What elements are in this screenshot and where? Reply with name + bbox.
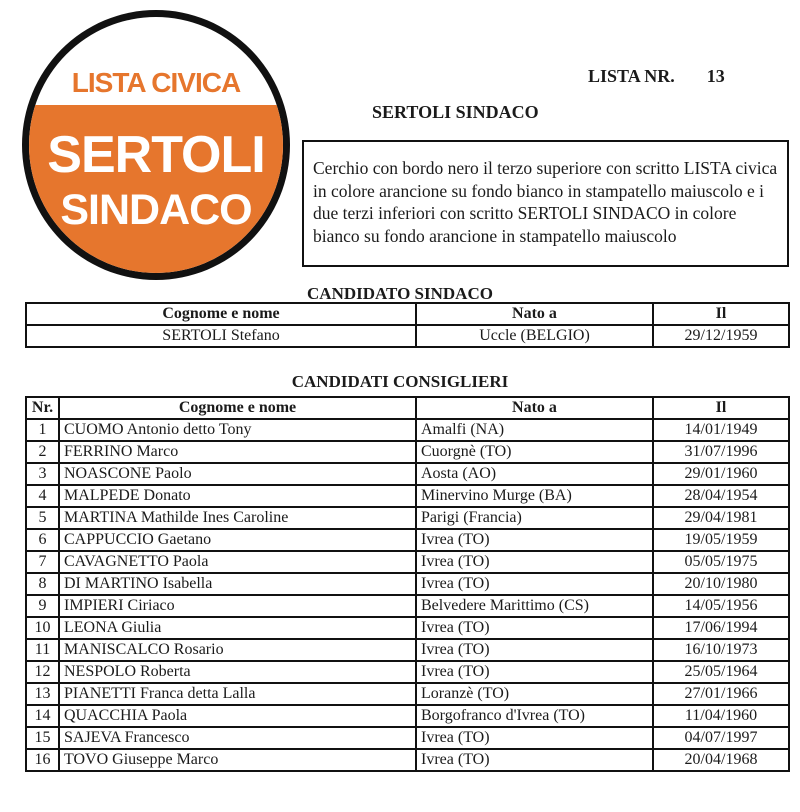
cell-born-on: 20/10/1980: [653, 573, 789, 595]
cell-born-on: 29/04/1981: [653, 507, 789, 529]
cell-name: TOVO Giuseppe Marco: [59, 749, 416, 771]
cell-nr: 9: [26, 595, 59, 617]
cell-name: LEONA Giulia: [59, 617, 416, 639]
cell-name: FERRINO Marco: [59, 441, 416, 463]
logo-text-lista-civica: LISTA CIVICA: [71, 67, 241, 98]
cell-born-on: 04/07/1997: [653, 727, 789, 749]
cell-born-on: 28/04/1954: [653, 485, 789, 507]
cell-born-on: 14/01/1949: [653, 419, 789, 441]
logo-text-sertoli: SERTOLI: [47, 126, 265, 184]
cell-nr: 4: [26, 485, 59, 507]
cell-born-on: 11/04/1960: [653, 705, 789, 727]
cell-born-on: 14/05/1956: [653, 595, 789, 617]
cell-name: CUOMO Antonio detto Tony: [59, 419, 416, 441]
cell-born-in: Ivrea (TO): [416, 573, 653, 595]
cell-name: IMPIERI Ciriaco: [59, 595, 416, 617]
cell-born-on: 31/07/1996: [653, 441, 789, 463]
cell-nr: 7: [26, 551, 59, 573]
logo-text-sindaco: SINDACO: [60, 186, 252, 234]
mayor-name: SERTOLI Stefano: [26, 325, 416, 347]
table-row: [26, 529, 789, 551]
table-row: [26, 617, 789, 639]
cell-born-in: Minervino Murge (BA): [416, 485, 653, 507]
cell-name: MALPEDE Donato: [59, 485, 416, 507]
cell-name: QUACCHIA Paola: [59, 705, 416, 727]
cell-nr: 1: [26, 419, 59, 441]
table-row: [26, 551, 789, 573]
mayor-section-title: CANDIDATO SINDACO: [307, 284, 493, 303]
cell-born-in: Ivrea (TO): [416, 727, 653, 749]
cell-nr: 5: [26, 507, 59, 529]
table-row: [26, 705, 789, 727]
mayor-table: [25, 302, 790, 348]
table-row: [26, 441, 789, 463]
cell-born-in: Ivrea (TO): [416, 661, 653, 683]
cell-name: CAVAGNETTO Paola: [59, 551, 416, 573]
cell-name: MARTINA Mathilde Ines Caroline: [59, 507, 416, 529]
cell-born-on: 25/05/1964: [653, 661, 789, 683]
council-header-born-in: Nato a: [416, 397, 653, 419]
mayor-born-on: 29/12/1959: [653, 325, 789, 347]
mayor-header-born-in: Nato a: [416, 303, 653, 325]
cell-nr: 13: [26, 683, 59, 705]
mayor-table-row: [26, 325, 789, 347]
cell-name: PIANETTI Franca detta Lalla: [59, 683, 416, 705]
mayor-born-in: Uccle (BELGIO): [416, 325, 653, 347]
table-row: [26, 727, 789, 749]
mayor-table-header-row: [26, 303, 789, 325]
cell-nr: 3: [26, 463, 59, 485]
cell-nr: 6: [26, 529, 59, 551]
table-row: [26, 419, 789, 441]
council-section-title: CANDIDATI CONSIGLIERI: [291, 372, 509, 391]
list-number-value: 13: [706, 66, 725, 86]
cell-nr: 11: [26, 639, 59, 661]
table-row: [26, 749, 789, 771]
table-row: [26, 463, 789, 485]
cell-born-in: Parigi (Francia): [416, 507, 653, 529]
cell-name: MANISCALCO Rosario: [59, 639, 416, 661]
council-header-born-on: Il: [653, 397, 789, 419]
cell-born-in: Ivrea (TO): [416, 749, 653, 771]
cell-born-in: Ivrea (TO): [416, 617, 653, 639]
table-row: [26, 573, 789, 595]
table-row: [26, 661, 789, 683]
table-row: [26, 683, 789, 705]
cell-nr: 10: [26, 617, 59, 639]
cell-born-on: 29/01/1960: [653, 463, 789, 485]
cell-born-in: Ivrea (TO): [416, 529, 653, 551]
table-row: [26, 485, 789, 507]
cell-name: CAPPUCCIO Gaetano: [59, 529, 416, 551]
cell-born-on: 17/06/1994: [653, 617, 789, 639]
cell-born-in: Ivrea (TO): [416, 551, 653, 573]
cell-nr: 16: [26, 749, 59, 771]
cell-born-in: Cuorgnè (TO): [416, 441, 653, 463]
cell-born-in: Loranzè (TO): [416, 683, 653, 705]
cell-born-in: Belvedere Marittimo (CS): [416, 595, 653, 617]
cell-born-on: 20/04/1968: [653, 749, 789, 771]
cell-born-in: Aosta (AO): [416, 463, 653, 485]
council-header-nr: Nr.: [26, 397, 59, 419]
cell-nr: 2: [26, 441, 59, 463]
cell-nr: 14: [26, 705, 59, 727]
council-table: [25, 396, 790, 772]
symbol-description-box: Cerchio con bordo nero il terzo superiore con scritto LISTA civica in colore arancione su fondo bianco in stampatello maiuscolo e i due terzi inferiori con scritto SERTOLI SINDACO in colore bianco su fondo arancione in stampatello maiuscolo: [302, 140, 789, 267]
party-logo: [22, 10, 290, 280]
table-row: [26, 507, 789, 529]
list-number-label: LISTA NR.: [588, 66, 675, 86]
cell-nr: 8: [26, 573, 59, 595]
cell-born-in: Ivrea (TO): [416, 639, 653, 661]
cell-born-on: 16/10/1973: [653, 639, 789, 661]
cell-nr: 15: [26, 727, 59, 749]
table-row: [26, 639, 789, 661]
cell-name: DI MARTINO Isabella: [59, 573, 416, 595]
cell-born-in: Amalfi (NA): [416, 419, 653, 441]
table-row: [26, 595, 789, 617]
list-number: [588, 66, 725, 87]
cell-born-in: Borgofranco d'Ivrea (TO): [416, 705, 653, 727]
list-name-heading: SERTOLI SINDACO: [372, 102, 539, 122]
mayor-header-name: Cognome e nome: [26, 303, 416, 325]
cell-name: NOASCONE Paolo: [59, 463, 416, 485]
cell-born-on: 05/05/1975: [653, 551, 789, 573]
cell-name: SAJEVA Francesco: [59, 727, 416, 749]
cell-name: NESPOLO Roberta: [59, 661, 416, 683]
council-header-name: Cognome e nome: [59, 397, 416, 419]
cell-nr: 12: [26, 661, 59, 683]
mayor-header-born-on: Il: [653, 303, 789, 325]
cell-born-on: 19/05/1959: [653, 529, 789, 551]
council-table-header-row: [26, 397, 789, 419]
cell-born-on: 27/01/1966: [653, 683, 789, 705]
